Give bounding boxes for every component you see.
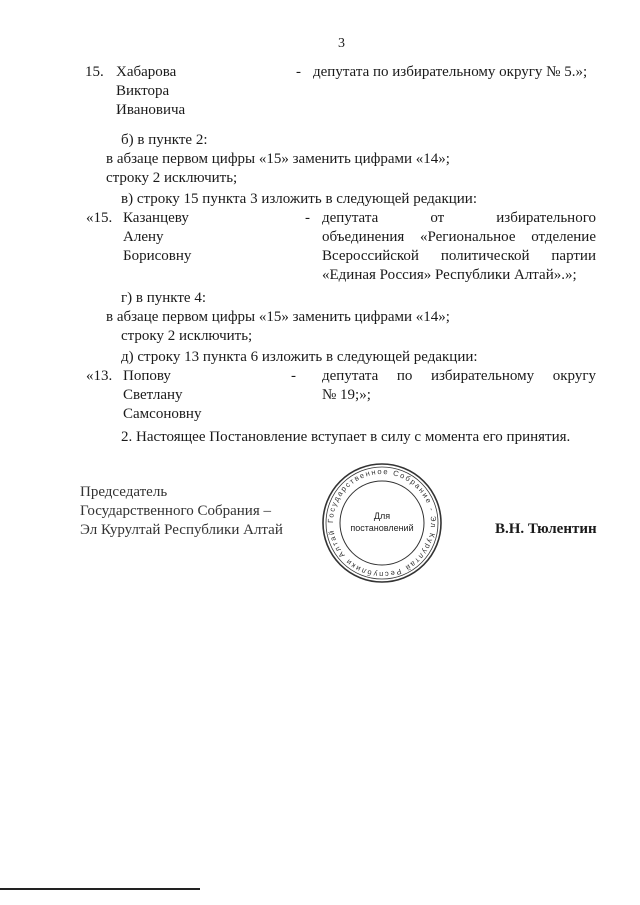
name-line: Борисовну [123, 248, 192, 264]
paragraph-line: в абзаце первом цифры «15» заменить цифрами «14»; [106, 309, 450, 325]
signature-title-line: Председатель [80, 484, 168, 500]
name-line: Хабарова [116, 64, 177, 80]
item-number: 15. [85, 64, 104, 80]
deputy-text-line: объединения «Региональное отделение [322, 229, 596, 245]
name-line: Самсоновну [123, 406, 202, 422]
item-number: «13. [86, 368, 113, 384]
section-heading: в) строку 15 пункта 3 изложить в следующей редакции: [121, 191, 477, 207]
paragraph-line: в абзаце первом цифры «15» заменить цифрами «14»; [106, 151, 450, 167]
name-line: Алену [123, 229, 164, 245]
clause-2: 2. Настоящее Постановление вступает в силу с момента его принятия. [121, 429, 571, 445]
page-number: 3 [338, 36, 345, 51]
name-line: Ивановича [116, 102, 186, 118]
deputy-text-line: «Единая Россия» Республики Алтай».»; [322, 267, 577, 283]
deputy-text-line: № 19;»; [322, 387, 371, 403]
stamp-ring-text: Государственное Собрание - Эл Курултай Республики Алтай [325, 466, 439, 580]
section-heading: г) в пункте 4: [121, 290, 207, 306]
deputy-text-line: Всероссийской политической партии [322, 248, 596, 264]
deputy-text-line: депутата от избирательного [322, 210, 596, 226]
stamp-center-line: постановлений [350, 523, 414, 533]
signature-title-line: Эл Курултай Республики Алтай [80, 522, 283, 538]
stamp-center-line: Для [373, 511, 391, 521]
name-line: Казанцеву [123, 210, 189, 226]
deputy-text-line: депутата по избирательному округу [322, 368, 596, 384]
dash: - [291, 368, 296, 384]
section-heading: б) в пункте 2: [121, 132, 208, 148]
name-line: Виктора [116, 83, 170, 99]
signature-title-line: Государственного Собрания – [80, 503, 271, 519]
name-line: Светлану [123, 387, 183, 403]
dash: - [305, 210, 310, 226]
item-number: «15. [86, 210, 113, 226]
paragraph-line: строку 2 исключить; [106, 170, 238, 186]
paragraph-line: строку 2 исключить; [121, 328, 253, 344]
official-stamp [320, 461, 444, 585]
signer-name: В.Н. Тюлентин [495, 521, 597, 537]
deputy-text: депутата по избирательному округу № 5.»; [313, 64, 588, 80]
section-heading: д) строку 13 пункта 6 изложить в следующей редакции: [121, 349, 478, 365]
dash: - [296, 64, 301, 80]
name-line: Попову [123, 368, 171, 384]
bottom-rule [0, 888, 200, 890]
